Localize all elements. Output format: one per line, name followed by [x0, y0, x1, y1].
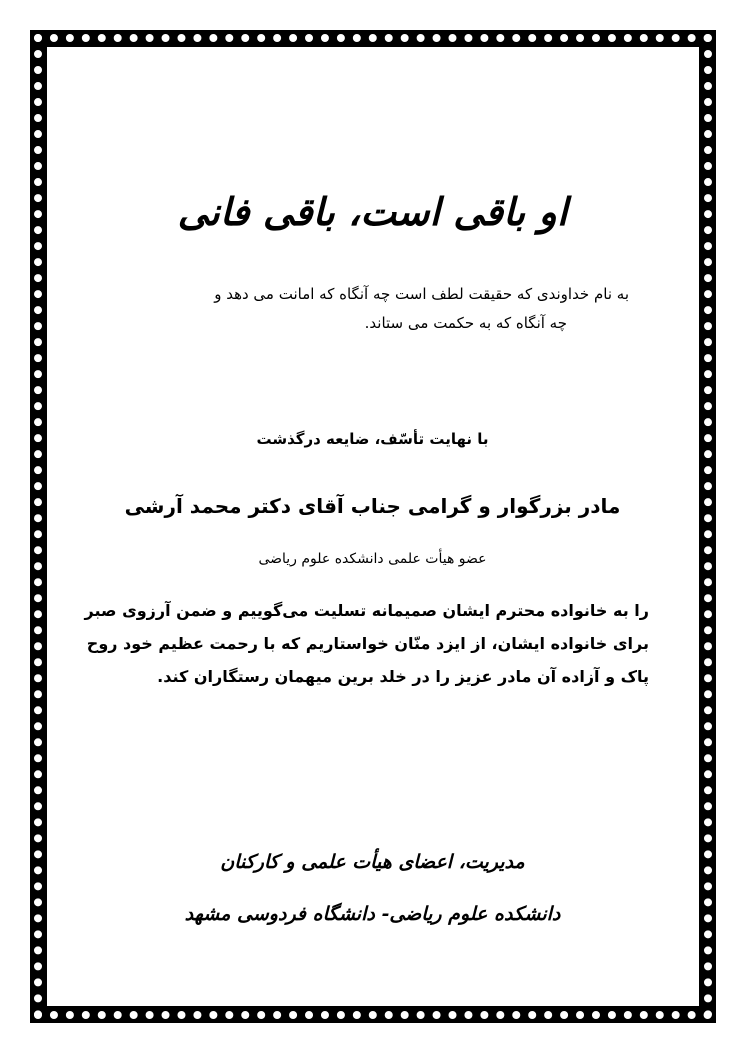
notice-body: [46, 46, 699, 1007]
condolence-paragraph: [84, 594, 649, 693]
intro-paragraph: [86, 280, 629, 338]
condolence-line: برای خانواده ایشان، از ایزد منّان خواستاریم که با رحمت عظیم خود روح: [86, 634, 649, 653]
notice-title: او باقی است، باقی فانی: [177, 189, 568, 234]
honoree-role: عضو هیأت علمی دانشکده علوم ریاضی: [258, 551, 487, 567]
intro-line: به نام خداوندی که حقیقت لطف است چه آنگاه که امانت می دهد و: [214, 285, 629, 303]
signature-line: مدیریت، اعضای هیأت علمی و کارکنان: [220, 851, 525, 873]
intro-line: چه آنگاه که به حکمت می ستاند.: [364, 314, 567, 332]
condolence-line: پاک و آزاده آن مادر عزیز را در خلد برین میهمان رستگاران کند.: [157, 667, 649, 686]
signature-line: دانشکده علوم ریاضی- دانشگاه فردوسی مشهد: [184, 903, 561, 925]
condolence-line: را به خانواده محترم ایشان صمیمانه تسلیت می‌گوییم و ضمن آرزوی صبر: [84, 601, 649, 620]
announcement-line: با نهایت تأسّف، ضایعه درگذشت: [256, 430, 489, 448]
honoree-name: مادر بزرگوار و گرامی جناب آقای دکتر محمد آرشی: [124, 494, 621, 518]
signature-block: [46, 836, 699, 940]
